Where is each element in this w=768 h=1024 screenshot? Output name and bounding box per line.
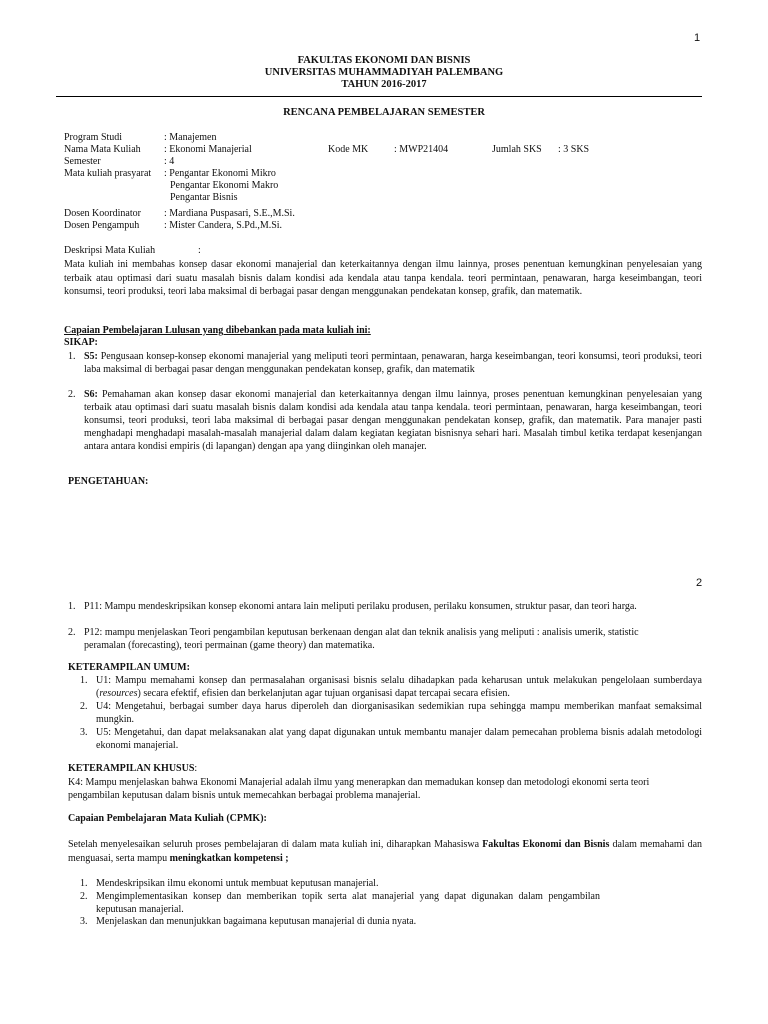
keterampilan-khusus-text: K4: Mampu menjelaskan bahwa Ekonomi Manajerial adalah ilmu yang menerapkan dan memadukan konsep dan metodologi ekonomi serta teori pengambilan keputusan dalam bisnis untuk memecahkan berbagai problema manajerial. (68, 777, 650, 801)
header-divider (56, 96, 702, 97)
page-number: 2 (696, 577, 703, 589)
cpmk-intro-bold: Fakultas Ekonomi dan Bisnis (482, 839, 610, 850)
coordinator-label: Dosen Koordinator (64, 208, 141, 219)
list-number: 1. (80, 878, 88, 889)
list-number: 1. (80, 675, 88, 686)
list-number: 1. (68, 351, 76, 362)
list-text: U4: Mengetahui, berbagai sumber daya harus diperoleh dan diorganisasikan sedemikian rupa sehingga mampu memberikan manfaat semaksimal mungkin. (96, 701, 702, 725)
cpmk-intro-1: Setelah menyelesaikan seluruh proses pembelajaran di dalam mata kuliah ini, diharapkan Mahasiswa (68, 839, 483, 850)
program-label: Program Studi (64, 132, 123, 143)
list-text: P11: Mampu mendeskripsikan konsep ekonomi antara lain meliputi perilaku produsen, perilaku konsumen, struktur pasar, dan teori harga. (84, 601, 637, 612)
list-text: U5: Mengetahui, dan dapat melaksanakan alat yang dapat digunakan untuk membantu manajer dalam pemecahan problema bisnis adalah metodologi ekonomi manajerial. (96, 727, 702, 751)
pengetahuan-heading: PENGETAHUAN: (68, 476, 149, 487)
sikap-text: Pengusaan konsep-konsep ekonomi manajerial yang meliputi teori permintaan, penawaran, harga keseimbangan, teori konsumsi, teori produksi, teori laba maksimal di berbagai pasar dengan menggunakan pendekatan konsep, grafik, dan matematik (84, 351, 702, 375)
sikap-text: Pemahaman akan konsep dasar ekonomi manajerial dan keterkaitannya dengan ilmu lainnya, proses penentuan kemungkinan penyelesaian yang terbaik atau optimasi dari suatu masalah bisnis dalam kondisi ada kendala atau tanpa kendala. teori permintaan, penawaran, harga keseimbangan, teori konsumsi, teori produksi, teori laba maksimal di berbagai pasar dengan menggunakan pendekatan konsep, grafik, dan matematik. Para manajer pasti menghadapi menghadapi masalah-masalah manajerial dalam dalam kegiatan kegiatan bisnisnya sehari hari. Masalah timbul ketika terdapat kesenjangan antara antara kondisi empiris (di lapangan) dengan apa yang diinginkan oleh manajer. (84, 389, 702, 452)
lecturer-value: : Mister Candera, S.Pd.,M.Si. (164, 220, 283, 231)
university-heading: UNIVERSITAS MUHAMMADIYAH PALEMBANG (264, 67, 504, 78)
prereq-value-3: Pengantar Bisnis (170, 192, 238, 203)
keterampilan-khusus-heading (68, 763, 197, 775)
faculty-heading: FAKULTAS EKONOMI DAN BISNIS (297, 55, 471, 66)
description-label-row (64, 245, 201, 257)
list-number: 2. (80, 701, 88, 712)
sikap-heading: SIKAP: (64, 337, 98, 348)
code-label: Kode MK (328, 144, 369, 155)
kk-colon: : (194, 763, 198, 774)
prereq-value-2: Pengantar Ekonomi Makro (170, 180, 279, 191)
capaian-heading (64, 325, 371, 337)
list-text (96, 674, 702, 700)
ku-text-italic: resources (99, 688, 138, 699)
ku-text-pre: U1: Mampu memahami konsep dan permasalahan organisasi bisnis selalu dihadapkan pada keharusan untuk melakukan pengelolaan sumberdaya ( (96, 675, 702, 699)
list-text: Menjelaskan dan menunjukkan bagaimana keputusan manajerial di dunia nyata. (96, 916, 417, 927)
kk-heading-text: KETERAMPILAN KHUSUS (68, 763, 195, 774)
sks-label: Jumlah SKS (492, 144, 542, 155)
description-label: Deskripsi Mata Kuliah (64, 245, 156, 256)
cpmk-intro-bold2: meningkatkan kompetensi (169, 853, 283, 864)
code-value: : MWP21404 (394, 144, 449, 155)
capaian-heading-text: Capaian Pembelajaran Lulusan yang dibebankan pada mata kuliah ini: (64, 325, 371, 336)
document-title: RENCANA PEMBELAJARAN SEMESTER (283, 107, 485, 118)
list-number: 3. (80, 727, 88, 738)
prereq-value-1: : Pengantar Ekonomi Mikro (164, 168, 276, 179)
list-text (84, 388, 702, 453)
cpmk-heading: Capaian Pembelajaran Mata Kuliah (CPMK): (68, 813, 267, 824)
sks-value: : 3 SKS (558, 144, 590, 155)
list-number: 1. (68, 601, 76, 612)
year-heading: TAHUN 2016-2017 (341, 79, 427, 90)
cpmk-intro (68, 838, 702, 866)
list-number: 2. (68, 389, 76, 400)
list-text: Mengimplementasikan konsep dan memberikan topik serta alat manajerial yang dapat digunakan dalam pengambilan keputusan manajerial. (96, 891, 600, 915)
cpmk-intro-3: ; (282, 853, 289, 864)
ku-text-post: ) secara efektif, efisien dan berkelanjutan agar tujuan organisasi dapat tercapai secara efisien. (137, 688, 510, 699)
keterampilan-umum-heading: KETERAMPILAN UMUM: (68, 662, 190, 673)
course-value: : Ekonomi Manajerial (164, 144, 252, 155)
prereq-label: Mata kuliah prasyarat (64, 168, 152, 179)
coordinator-value: : Mardiana Puspasari, S.E.,M.Si. (164, 208, 295, 219)
program-value: : Manajemen (164, 132, 217, 143)
list-text: Mendeskripsikan ilmu ekonomi untuk membuat keputusan manajerial. (96, 878, 379, 889)
semester-label: Semester (64, 156, 101, 167)
semester-value: : 4 (164, 156, 175, 167)
cpmk-intro-2: dalam memahami dan menguasai, serta mampu (68, 839, 703, 864)
lecturer-label: Dosen Pengampuh (64, 220, 140, 231)
description-text: Mata kuliah ini membahas konsep dasar ekonomi manajerial dan keterkaitannya dengan ilmu lainnya, proses penentuan kemungkinan penyelesaian yang terbaik atau optimasi dari suatu masalah bisnis dalam kondisi ada kendala atau tanpa kendala. teori permintaan, penawaran, harga keseimbangan, teori konsumsi, teori produksi, teori laba maksimal di berbagai pasar dengan menggunakan pendekatan konsep, grafik, dan matematik. (64, 259, 702, 297)
list-text: P12: mampu menjelaskan Teori pengambilan keputusan berkenaan dengan alat dan teknik analisis yang meliputi : analisis umerik, statistic peramalan (forecasting), teori permainan (game theory) dan matematika. (84, 627, 639, 651)
sikap-code: S6: (84, 389, 98, 400)
list-number: 2. (80, 891, 88, 902)
page-number: 1 (694, 32, 701, 44)
list-number: 2. (68, 627, 76, 638)
sikap-code: S5: (84, 351, 98, 362)
list-number: 3. (80, 916, 88, 927)
list-text (84, 350, 702, 376)
description-colon: : (198, 245, 201, 256)
course-label: Nama Mata Kuliah (64, 144, 141, 155)
